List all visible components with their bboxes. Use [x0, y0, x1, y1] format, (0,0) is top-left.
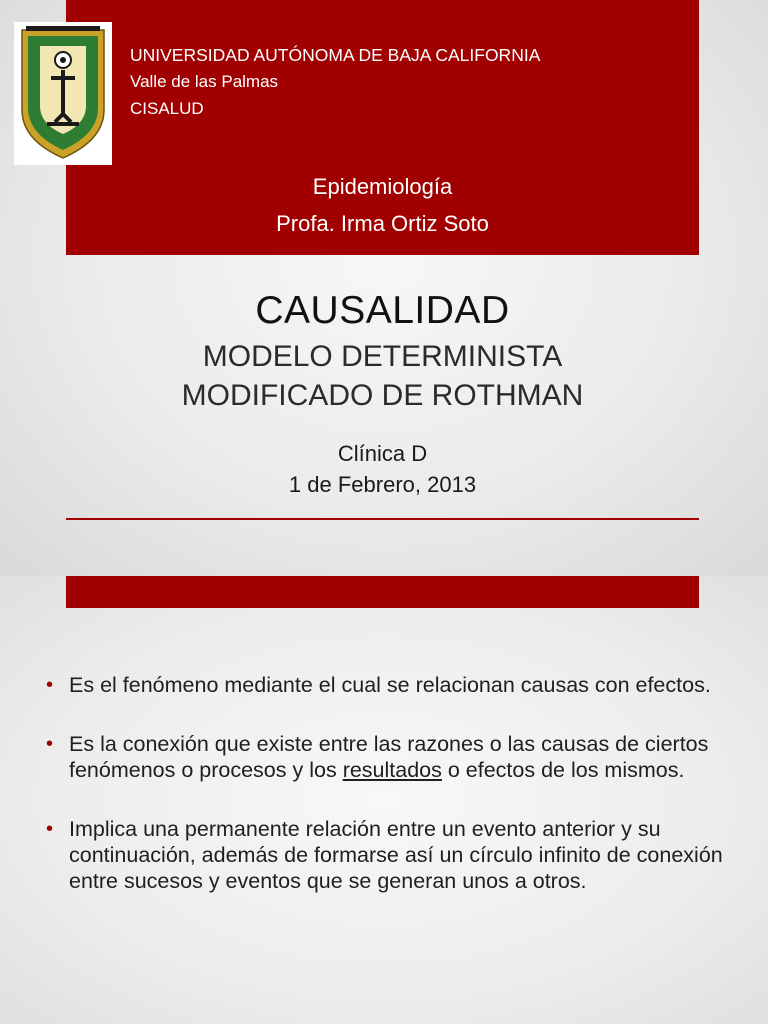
bullet-text-part: Es la conexión que existe entre las razones o las causas de ciertos fenómenos o procesos y los [69, 732, 709, 782]
date-label: 1 de Febrero, 2013 [288, 472, 477, 497]
course-subject: Epidemiología [312, 174, 453, 199]
bullet-dot-icon: • [46, 674, 54, 696]
crest-icon [14, 22, 112, 165]
bullet-dot-icon: • [46, 818, 54, 840]
header-band [66, 576, 699, 608]
bullet-item [44, 816, 734, 894]
slide-subtitle-line1: MODELO DETERMINISTA [202, 340, 563, 373]
divider-line [66, 518, 699, 520]
content-slide [0, 576, 768, 1024]
bullet-text: Es el fenómeno mediante el cual se relacionan causas con efectos. [69, 673, 711, 697]
bullet-item [44, 672, 734, 698]
bullet-text: Implica una permanente relación entre un evento anterior y su continuación, además de formarse así un círculo infinito de conexión entre sucesos y eventos que se generan unos a otros. [69, 817, 723, 893]
bullet-list [44, 672, 734, 927]
group-label: Clínica D [337, 441, 428, 466]
course-teacher: Profa. Irma Ortiz Soto [276, 211, 489, 236]
institution-name: UNIVERSIDAD AUTÓNOMA DE BAJA CALIFORNIA [130, 45, 541, 65]
department-name: CISALUD [130, 99, 204, 118]
slide-title: CAUSALIDAD [255, 289, 510, 332]
bullet-text-part: o efectos de los mismos. [441, 758, 685, 782]
underlined-term: resultados [342, 758, 442, 782]
slide-subtitle-line2: MODIFICADO DE ROTHMAN [181, 379, 584, 412]
campus-name: Valle de las Palmas [130, 72, 279, 91]
bullet-dot-icon: • [46, 733, 54, 755]
bullet-item [44, 731, 734, 783]
university-logo [14, 22, 112, 165]
